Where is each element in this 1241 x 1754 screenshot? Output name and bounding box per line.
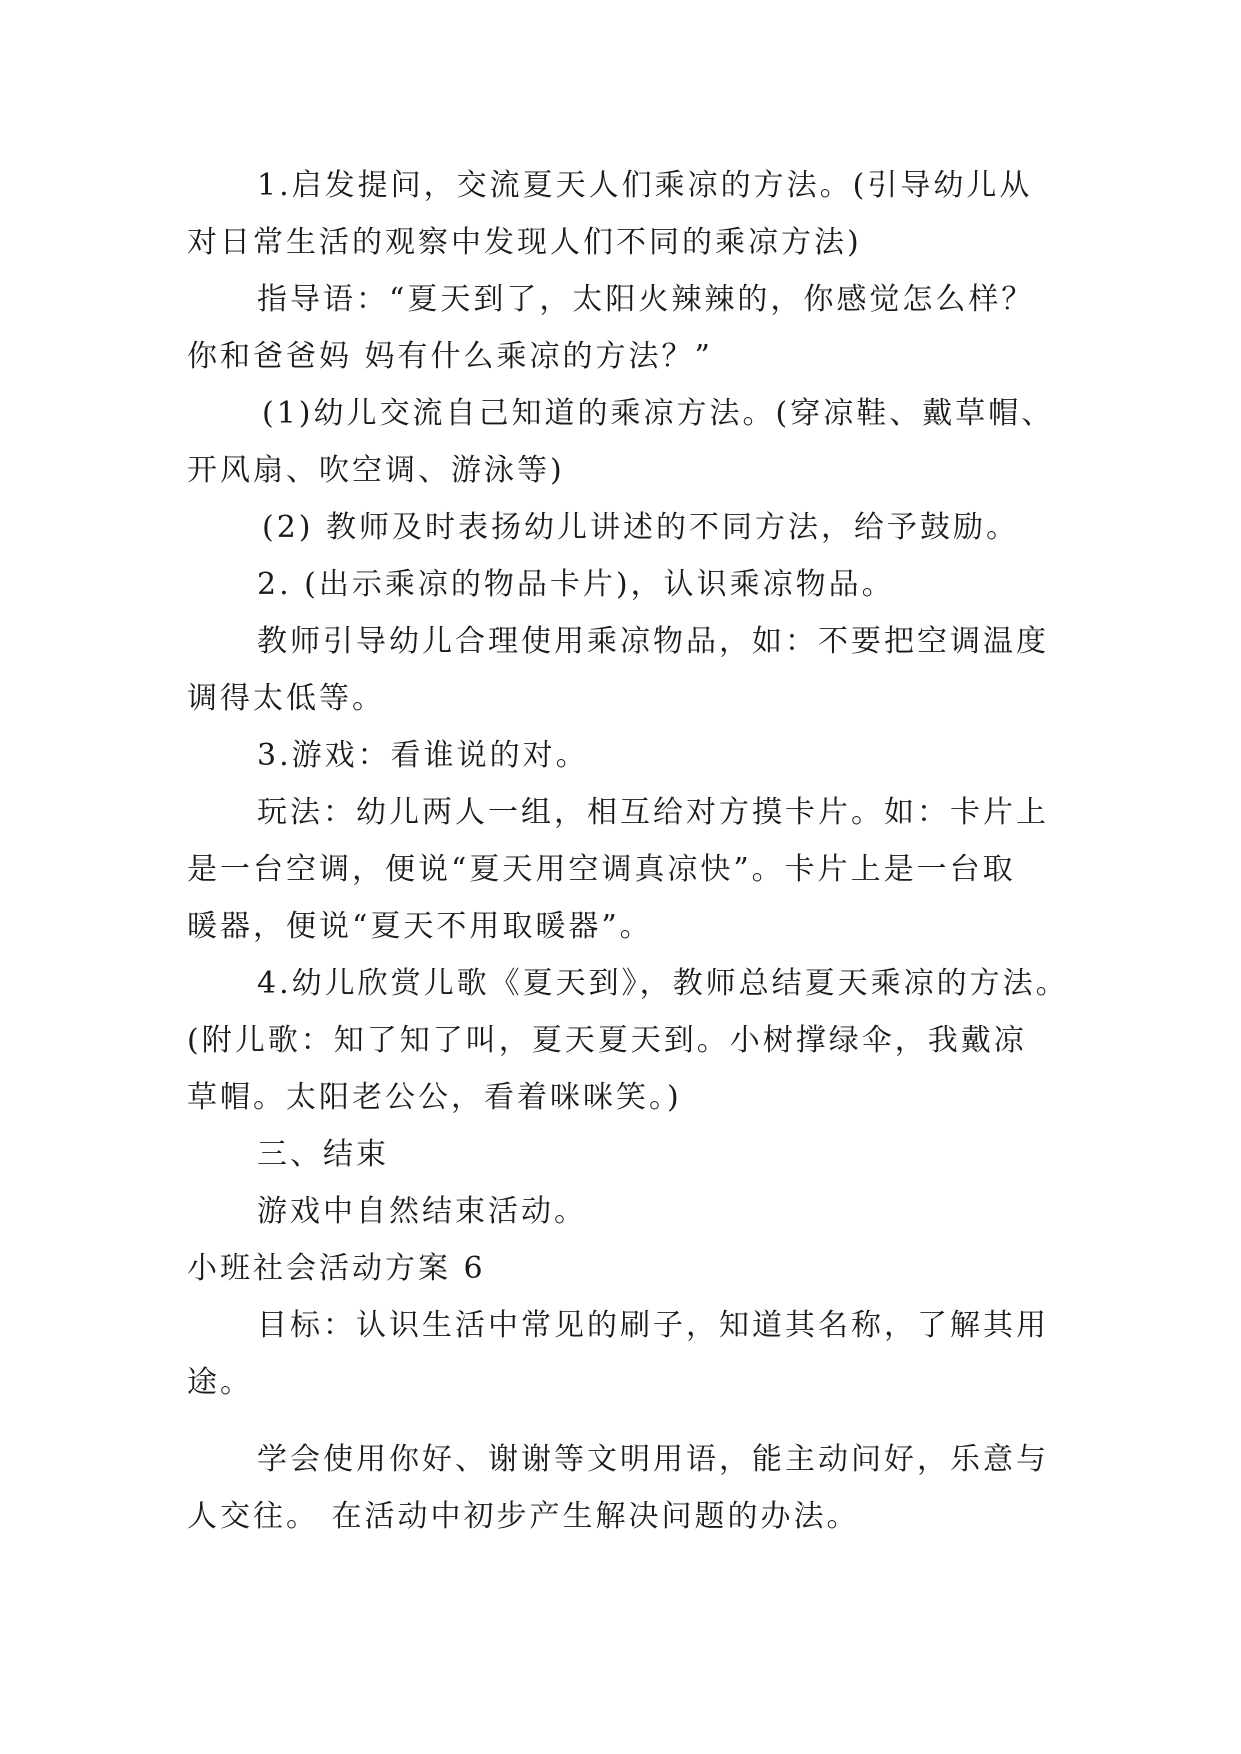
text-line: 你和爸爸妈 妈有什么乘凉的方法？” [187,339,713,374]
text-line: 人交往。 在活动中初步产生解决问题的办法。 [187,1499,860,1534]
text-line: 指导语：“夏天到了，太阳火辣辣的，你感觉怎么样？ [257,282,1035,317]
text-line: 草帽。太阳老公公，看着咪咪笑。) [187,1080,682,1115]
text-line: 暖器，便说“夏天不用取暖器”。 [187,909,653,944]
text-line: 途。 [187,1365,253,1400]
text-line: 学会使用你好、谢谢等文明用语，能主动问好，乐意与 [257,1442,1049,1477]
text-line: 玩法：幼儿两人一组，相互给对方摸卡片。如：卡片上 [257,795,1049,830]
text-line: (1)幼儿交流自己知道的乘凉方法。(穿凉鞋、戴草帽、 [262,396,1055,431]
text-line: 开风扇、吹空调、游泳等) [187,453,565,488]
text-line: 目标：认识生活中常见的刷子，知道其名称，了解其用 [257,1308,1049,1343]
text-line: 是一台空调，便说“夏天用空调真凉快”。卡片上是一台取 [187,852,1016,887]
text-line: (2) 教师及时表扬幼儿讲述的不同方法，给予鼓励。 [262,510,1020,545]
text-line: 2. (出示乘凉的物品卡片)，认识乘凉物品。 [257,567,895,602]
text-line: 对日常生活的观察中发现人们不同的乘凉方法) [187,225,862,260]
text-line: 三、结束 [257,1137,389,1172]
text-line: 3.游戏：看谁说的对。 [257,738,589,773]
text-line: 1.启发提问，交流夏天人们乘凉的方法。(引导幼儿从 [257,168,1033,203]
text-line: 4.幼儿欣赏儿歌《夏天到》，教师总结夏天乘凉的方法。 [257,966,1069,1001]
text-line: 游戏中自然结束活动。 [257,1194,587,1229]
text-line: 教师引导幼儿合理使用乘凉物品，如：不要把空调温度 [257,624,1049,659]
text-line: 调得太低等。 [187,681,385,716]
text-line: (附儿歌：知了知了叫，夏天夏天到。小树撑绿伞，我戴凉 [187,1023,1027,1058]
section-heading: 小班社会活动方案 6 [187,1251,486,1286]
